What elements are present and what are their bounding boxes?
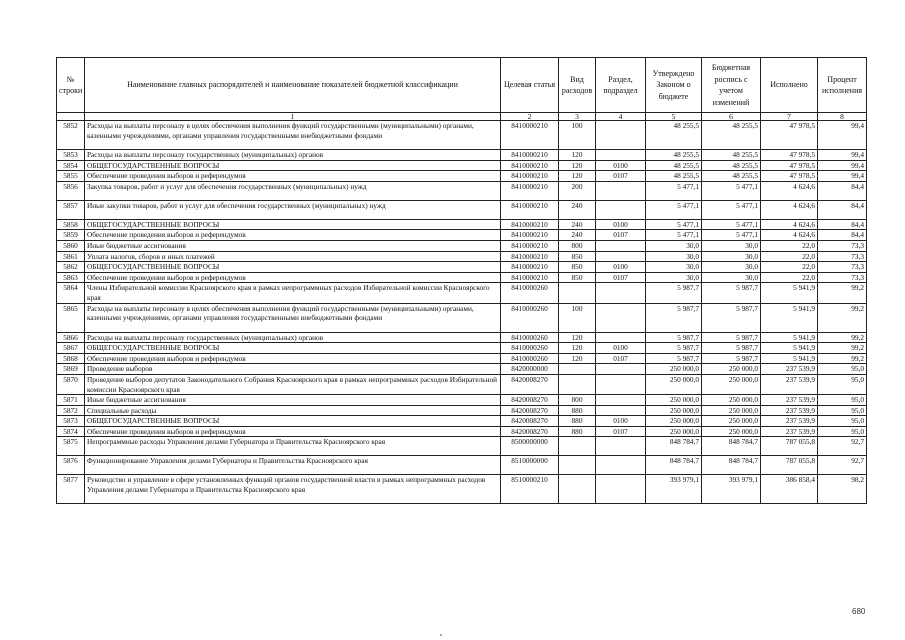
target-article: 8410000210	[501, 272, 559, 283]
section-code	[596, 121, 646, 150]
approved-amount: 48 255,5	[646, 121, 702, 150]
section-code: 0107	[596, 426, 646, 437]
budget-amount: 30,0	[702, 262, 761, 273]
budget-amount: 250 000,0	[702, 364, 761, 375]
section-code	[596, 395, 646, 406]
target-article: 8420008270	[501, 374, 559, 394]
target-article: 8410000260	[501, 343, 559, 354]
percent-value: 73,3	[818, 251, 867, 262]
table-row	[57, 230, 867, 241]
percent-value: 99,4	[818, 150, 867, 161]
budget-amount: 250 000,0	[702, 426, 761, 437]
row-name: Проведение выборов	[85, 364, 501, 375]
row-number: 5862	[57, 262, 85, 273]
budget-amount: 393 979,1	[702, 475, 761, 504]
row-number: 5857	[57, 200, 85, 219]
row-number: 5875	[57, 437, 85, 456]
table-row	[57, 181, 867, 200]
target-article: 8410000210	[501, 251, 559, 262]
table-row	[57, 353, 867, 364]
expense-type	[559, 456, 596, 475]
percent-value: 73,3	[818, 240, 867, 251]
section-code: 0100	[596, 262, 646, 273]
row-number: 5867	[57, 343, 85, 354]
target-article: 8410000210	[501, 230, 559, 241]
header-target-article: Целевая статья	[501, 58, 559, 113]
percent-value: 92,7	[818, 456, 867, 475]
expense-type: 800	[559, 395, 596, 406]
row-name: Расходы на выплаты персоналу государственных (муниципальных) органов	[85, 332, 501, 343]
percent-value: 99,2	[818, 343, 867, 354]
approved-amount: 30,0	[646, 240, 702, 251]
section-code	[596, 283, 646, 303]
executed-amount: 22,0	[761, 272, 818, 283]
approved-amount: 30,0	[646, 272, 702, 283]
row-name: ОБЩЕГОСУДАРСТВЕННЫЕ ВОПРОСЫ	[85, 262, 501, 273]
row-name: Обеспечение проведения выборов и референдумов	[85, 353, 501, 364]
budget-amount: 48 255,5	[702, 171, 761, 182]
section-code	[596, 475, 646, 504]
percent-value: 95,0	[818, 364, 867, 375]
header-row-number: № строки	[57, 58, 85, 113]
expense-type: 850	[559, 262, 596, 273]
row-number: 5855	[57, 171, 85, 182]
approved-amount: 250 000,0	[646, 395, 702, 406]
percent-value: 92,7	[818, 437, 867, 456]
row-name: ОБЩЕГОСУДАРСТВЕННЫЕ ВОПРОСЫ	[85, 416, 501, 427]
section-code: 0107	[596, 272, 646, 283]
approved-amount: 5 987,7	[646, 303, 702, 332]
row-name: Обеспечение проведения выборов и референдумов	[85, 230, 501, 241]
header-expense-type: Вид расходов	[559, 58, 596, 113]
target-article: 8510000000	[501, 456, 559, 475]
table-row	[57, 171, 867, 182]
table-row	[57, 332, 867, 343]
row-number: 5868	[57, 353, 85, 364]
percent-value: 95,0	[818, 405, 867, 416]
section-code	[596, 150, 646, 161]
header-name: Наименование главных распорядителей и наименование показателей бюджетной классификации	[85, 58, 501, 113]
column-number: 5	[646, 113, 702, 121]
approved-amount: 250 000,0	[646, 426, 702, 437]
approved-amount: 848 784,7	[646, 437, 702, 456]
budget-amount: 30,0	[702, 251, 761, 262]
expense-type: 240	[559, 200, 596, 219]
budget-amount: 5 987,7	[702, 343, 761, 354]
target-article: 8420008270	[501, 405, 559, 416]
budget-amount: 30,0	[702, 240, 761, 251]
approved-amount: 5 477,1	[646, 230, 702, 241]
header-budget-list: Бюджетная роспись с учетом изменений	[702, 58, 761, 113]
executed-amount: 22,0	[761, 251, 818, 262]
header-row	[57, 58, 867, 113]
table-row	[57, 456, 867, 475]
expense-type: 120	[559, 150, 596, 161]
expense-type	[559, 283, 596, 303]
budget-amount: 48 255,5	[702, 121, 761, 150]
approved-amount: 250 000,0	[646, 405, 702, 416]
approved-amount: 48 255,5	[646, 150, 702, 161]
expense-type: 850	[559, 272, 596, 283]
target-article: 8410000210	[501, 262, 559, 273]
expense-type	[559, 475, 596, 504]
budget-amount: 30,0	[702, 272, 761, 283]
budget-amount: 5 477,1	[702, 181, 761, 200]
expense-type: 120	[559, 353, 596, 364]
table-row	[57, 240, 867, 251]
approved-amount: 848 784,7	[646, 456, 702, 475]
target-article: 8410000210	[501, 240, 559, 251]
header-executed: Исполнено	[761, 58, 818, 113]
percent-value: 99,2	[818, 353, 867, 364]
budget-amount: 5 477,1	[702, 230, 761, 241]
percent-value: 99,2	[818, 332, 867, 343]
table-row	[57, 374, 867, 394]
section-code	[596, 303, 646, 332]
budget-amount: 5 987,7	[702, 283, 761, 303]
header-section: Раздел, подраздел	[596, 58, 646, 113]
row-name: Обеспечение проведения выборов и референдумов	[85, 171, 501, 182]
expense-type	[559, 364, 596, 375]
target-article: 8410000210	[501, 121, 559, 150]
row-name: Расходы на выплаты персоналу в целях обеспечения выполнения функций государственными (муниципальными) органами, казенными учреждениями, органами управления государственными внебюджетными фондами	[85, 121, 501, 150]
table-row	[57, 272, 867, 283]
executed-amount: 22,0	[761, 262, 818, 273]
approved-amount: 48 255,5	[646, 160, 702, 171]
approved-amount: 5 987,7	[646, 283, 702, 303]
percent-value: 99,2	[818, 303, 867, 332]
percent-value: 73,3	[818, 272, 867, 283]
approved-amount: 250 000,0	[646, 374, 702, 394]
row-name: ОБЩЕГОСУДАРСТВЕННЫЕ ВОПРОСЫ	[85, 219, 501, 230]
expense-type: 800	[559, 240, 596, 251]
executed-amount: 5 941,9	[761, 343, 818, 354]
target-article: 8410000210	[501, 171, 559, 182]
budget-table	[56, 57, 867, 504]
expense-type: 120	[559, 160, 596, 171]
table-body	[57, 121, 867, 504]
approved-amount: 250 000,0	[646, 416, 702, 427]
row-name: Расходы на выплаты персоналу государственных (муниципальных) органов	[85, 150, 501, 161]
target-article: 8410000260	[501, 332, 559, 343]
target-article: 8410000210	[501, 200, 559, 219]
row-name: ОБЩЕГОСУДАРСТВЕННЫЕ ВОПРОСЫ	[85, 343, 501, 354]
percent-value: 99,4	[818, 160, 867, 171]
executed-amount: 4 624,6	[761, 230, 818, 241]
column-number: 2	[501, 113, 559, 121]
expense-type	[559, 374, 596, 394]
executed-amount: 4 624,6	[761, 181, 818, 200]
executed-amount: 787 055,8	[761, 456, 818, 475]
column-number-row	[57, 113, 867, 121]
row-number: 5863	[57, 272, 85, 283]
percent-value: 99,4	[818, 171, 867, 182]
executed-amount: 47 978,5	[761, 150, 818, 161]
row-name: Уплата налогов, сборов и иных платежей	[85, 251, 501, 262]
section-code: 0107	[596, 353, 646, 364]
budget-amount: 848 784,7	[702, 437, 761, 456]
column-number: 4	[596, 113, 646, 121]
table-row	[57, 283, 867, 303]
header-approved: Утверждено Законом о бюджете	[646, 58, 702, 113]
row-number: 5859	[57, 230, 85, 241]
section-code	[596, 405, 646, 416]
row-number: 5856	[57, 181, 85, 200]
budget-amount: 250 000,0	[702, 416, 761, 427]
section-code	[596, 332, 646, 343]
target-article: 8420008270	[501, 416, 559, 427]
executed-amount: 237 539,9	[761, 364, 818, 375]
budget-amount: 48 255,5	[702, 160, 761, 171]
expense-type: 880	[559, 426, 596, 437]
approved-amount: 5 477,1	[646, 219, 702, 230]
row-name: ОБЩЕГОСУДАРСТВЕННЫЕ ВОПРОСЫ	[85, 160, 501, 171]
row-number: 5872	[57, 405, 85, 416]
table-row	[57, 219, 867, 230]
row-number: 5853	[57, 150, 85, 161]
expense-type: 850	[559, 251, 596, 262]
page-number: 680	[852, 607, 866, 616]
approved-amount: 250 000,0	[646, 364, 702, 375]
section-code	[596, 181, 646, 200]
row-name: Обеспечение проведения выборов и референдумов	[85, 272, 501, 283]
table-row	[57, 200, 867, 219]
percent-value: 84,4	[818, 200, 867, 219]
section-code	[596, 437, 646, 456]
executed-amount: 5 941,9	[761, 303, 818, 332]
expense-type: 120	[559, 343, 596, 354]
percent-value: 99,2	[818, 283, 867, 303]
percent-value: 99,4	[818, 121, 867, 150]
table-row	[57, 437, 867, 456]
executed-amount: 4 624,6	[761, 200, 818, 219]
approved-amount: 5 987,7	[646, 353, 702, 364]
table-row	[57, 426, 867, 437]
table-row	[57, 150, 867, 161]
header-percent: Процент исполнения	[818, 58, 867, 113]
target-article: 8510000210	[501, 475, 559, 504]
executed-amount: 5 941,9	[761, 353, 818, 364]
approved-amount: 5 477,1	[646, 181, 702, 200]
executed-amount: 386 858,4	[761, 475, 818, 504]
approved-amount: 5 477,1	[646, 200, 702, 219]
budget-amount: 5 987,7	[702, 353, 761, 364]
row-name: Иные бюджетные ассигнования	[85, 395, 501, 406]
row-number: 5873	[57, 416, 85, 427]
percent-value: 95,0	[818, 374, 867, 394]
table-row	[57, 405, 867, 416]
section-code: 0100	[596, 343, 646, 354]
row-number: 5858	[57, 219, 85, 230]
row-number: 5869	[57, 364, 85, 375]
target-article: 8420008270	[501, 426, 559, 437]
section-code: 0107	[596, 230, 646, 241]
target-article: 8410000210	[501, 219, 559, 230]
budget-amount: 5 477,1	[702, 200, 761, 219]
section-code	[596, 200, 646, 219]
scan-artifact	[440, 634, 442, 636]
row-name: Руководство и управление в сфере установленных функций органов государственной власти в рамках непрограммных расходов Управления делами Губернатора и Правительства Красноярского края	[85, 475, 501, 504]
row-name: Функционирование Управления делами Губернатора и Правительства Красноярского края	[85, 456, 501, 475]
target-article: 8420000000	[501, 364, 559, 375]
section-code: 0100	[596, 160, 646, 171]
approved-amount: 30,0	[646, 251, 702, 262]
budget-amount: 5 477,1	[702, 219, 761, 230]
table-row	[57, 416, 867, 427]
approved-amount: 48 255,5	[646, 171, 702, 182]
budget-amount: 48 255,5	[702, 150, 761, 161]
executed-amount: 237 539,9	[761, 426, 818, 437]
row-number: 5865	[57, 303, 85, 332]
row-number: 5861	[57, 251, 85, 262]
row-number: 5876	[57, 456, 85, 475]
expense-type: 880	[559, 416, 596, 427]
row-name: Специальные расходы	[85, 405, 501, 416]
budget-amount: 250 000,0	[702, 374, 761, 394]
percent-value: 84,4	[818, 219, 867, 230]
target-article: 8410000260	[501, 303, 559, 332]
expense-type: 880	[559, 405, 596, 416]
target-article: 8410000260	[501, 353, 559, 364]
row-name: Закупка товаров, работ и услуг для обеспечения государственных (муниципальных) нужд	[85, 181, 501, 200]
expense-type: 120	[559, 332, 596, 343]
target-article: 8410000210	[501, 181, 559, 200]
executed-amount: 22,0	[761, 240, 818, 251]
row-number: 5860	[57, 240, 85, 251]
section-code	[596, 374, 646, 394]
table-row	[57, 343, 867, 354]
table-row	[57, 475, 867, 504]
table-row	[57, 262, 867, 273]
executed-amount: 237 539,9	[761, 405, 818, 416]
table-row	[57, 121, 867, 150]
budget-amount: 848 784,7	[702, 456, 761, 475]
section-code: 0100	[596, 416, 646, 427]
target-article: 8420008270	[501, 395, 559, 406]
section-code	[596, 364, 646, 375]
column-number-empty	[57, 113, 85, 121]
executed-amount: 4 624,6	[761, 219, 818, 230]
percent-value: 84,4	[818, 181, 867, 200]
section-code	[596, 251, 646, 262]
expense-type: 120	[559, 171, 596, 182]
budget-amount: 250 000,0	[702, 405, 761, 416]
table-row	[57, 251, 867, 262]
approved-amount: 30,0	[646, 262, 702, 273]
row-name: Иные бюджетные ассигнования	[85, 240, 501, 251]
percent-value: 95,0	[818, 426, 867, 437]
row-name: Члены Избирательной комиссии Красноярского края в рамках непрограммных расходов Избирательной комиссии Красноярского края	[85, 283, 501, 303]
expense-type: 240	[559, 230, 596, 241]
executed-amount: 5 941,9	[761, 332, 818, 343]
expense-type: 100	[559, 303, 596, 332]
section-code: 0107	[596, 171, 646, 182]
row-name: Непрограммные расходы Управления делами Губернатора и Правительства Красноярского края	[85, 437, 501, 456]
column-number: 3	[559, 113, 596, 121]
column-number: 6	[702, 113, 761, 121]
row-number: 5871	[57, 395, 85, 406]
executed-amount: 787 055,8	[761, 437, 818, 456]
row-name: Расходы на выплаты персоналу в целях обеспечения выполнения функций государственными (муниципальными) органами, казенными учреждениями, органами управления государственными внебюджетными фондами	[85, 303, 501, 332]
section-code: 0100	[596, 219, 646, 230]
expense-type	[559, 437, 596, 456]
percent-value: 95,0	[818, 395, 867, 406]
row-number: 5864	[57, 283, 85, 303]
target-article: 8500000000	[501, 437, 559, 456]
budget-amount: 5 987,7	[702, 332, 761, 343]
executed-amount: 47 978,5	[761, 160, 818, 171]
expense-type: 100	[559, 121, 596, 150]
expense-type: 240	[559, 219, 596, 230]
table-row	[57, 364, 867, 375]
approved-amount: 393 979,1	[646, 475, 702, 504]
expense-type: 200	[559, 181, 596, 200]
executed-amount: 5 941,9	[761, 283, 818, 303]
executed-amount: 47 978,5	[761, 171, 818, 182]
target-article: 8410000210	[501, 160, 559, 171]
executed-amount: 237 539,9	[761, 374, 818, 394]
column-number: 7	[761, 113, 818, 121]
executed-amount: 237 539,9	[761, 416, 818, 427]
row-number: 5870	[57, 374, 85, 394]
column-number: 1	[85, 113, 501, 121]
column-number: 8	[818, 113, 867, 121]
table-row	[57, 160, 867, 171]
row-number: 5866	[57, 332, 85, 343]
row-number: 5877	[57, 475, 85, 504]
budget-amount: 250 000,0	[702, 395, 761, 406]
row-name: Иные закупки товаров, работ и услуг для обеспечения государственных (муниципальных) нужд	[85, 200, 501, 219]
section-code	[596, 240, 646, 251]
row-number: 5874	[57, 426, 85, 437]
percent-value: 95,0	[818, 416, 867, 427]
section-code	[596, 456, 646, 475]
table-row	[57, 303, 867, 332]
executed-amount: 237 539,9	[761, 395, 818, 406]
target-article: 8410000260	[501, 283, 559, 303]
row-number: 5852	[57, 121, 85, 150]
row-name: Обеспечение проведения выборов и референдумов	[85, 426, 501, 437]
table-row	[57, 395, 867, 406]
percent-value: 73,3	[818, 262, 867, 273]
percent-value: 84,4	[818, 230, 867, 241]
approved-amount: 5 987,7	[646, 343, 702, 354]
executed-amount: 47 978,5	[761, 121, 818, 150]
percent-value: 98,2	[818, 475, 867, 504]
row-name: Проведение выборов депутатов Законодательного Собрания Красноярского края в рамках непрограммных расходов Избирательной комиссии Красноярского края	[85, 374, 501, 394]
budget-amount: 5 987,7	[702, 303, 761, 332]
approved-amount: 5 987,7	[646, 332, 702, 343]
row-number: 5854	[57, 160, 85, 171]
target-article: 8410000210	[501, 150, 559, 161]
